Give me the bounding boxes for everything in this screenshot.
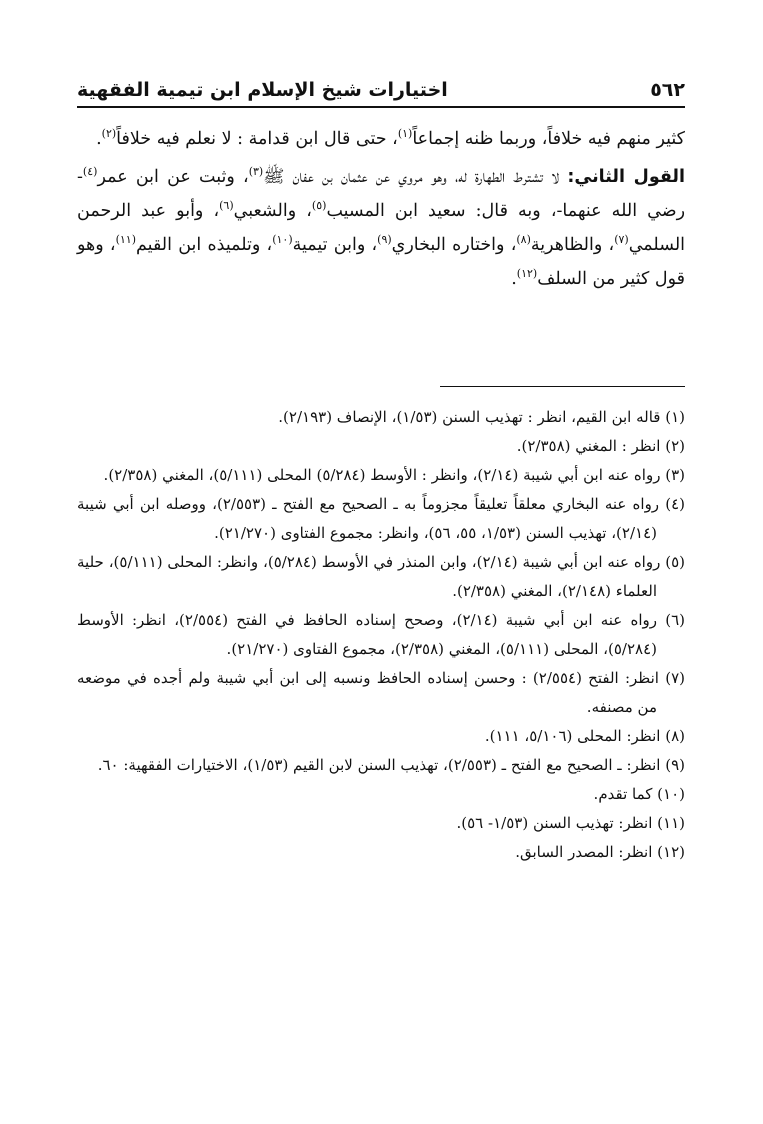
footnote-11: (١١) انظر: تهذيب السنن (١/٥٣- ٥٦). xyxy=(456,814,685,832)
footnote-marker: (٨) xyxy=(516,233,531,247)
footnote-separator xyxy=(440,386,685,387)
footnote-8: (٨) انظر: المحلى (٥/١٠٦، ١١١). xyxy=(484,727,685,745)
footnote-marker: (٦) xyxy=(219,199,234,213)
paragraph-1: كثير منهم فيه خلافاً، وربما ظنه إجماعاً$^{(١)}$، حتى قال ابن قدامة : لا نعلم فيه خلافاً$^{(٢)}$. xyxy=(96,127,685,149)
book-title: اختيارات شيخ الإسلام ابن تيمية الفقهية xyxy=(77,79,448,101)
footnote-marker: (٥) xyxy=(311,199,327,213)
footnote-3: (٣) رواه عنه ابن أبي شيبة (٢/١٤)، وانظر : الأوسط (٥/٢٨٤) المحلى (٥/١١١)، المغني (٢/٣٥٨). xyxy=(103,466,685,484)
paragraph-2: القول الثاني: لا تشترط الطهارة له، وهو مروي عن عثمان بن عفان ﷺ$^{(٣)}$، وثبت عن ابن عمر$^{(٤)}$- رضي الله عنهما-، وبه قال: سعيد ابن المسيب$^{(٥)}$، والشعبي$^{(٦)}$، وأبو عبد الرحمن السلمي$^{(٧)}$، والظاهرية$^{(٨)}$، واختاره البخاري$^{(٩)}$، وابن تيمية$^{(١٠)}$، وتلميذه ابن القيم$^{(١١)}$، وهو قول كثير من السلف$^{(١٢)}$. xyxy=(77,165,686,289)
footnote-marker: (٩) xyxy=(377,233,392,247)
footnote-5: (٥) رواه عنه ابن أبي شيبة (٢/١٤)، وابن المنذر في الأوسط (٥/٢٨٤)، وانظر: المحلى (٥/١١١)، حلية العلماء (٢/١٤٨)، المغني (٢/٣٥٨). xyxy=(77,553,685,600)
footnotes xyxy=(77,403,685,867)
page-number: ٥٦٢ xyxy=(650,79,685,101)
footnote-marker: (١٠) xyxy=(272,233,293,247)
footnote-marker: (٤) xyxy=(82,165,98,179)
footnote-marker: (٣) xyxy=(248,165,264,179)
running-header xyxy=(77,74,685,106)
second-opinion-heading: القول الثاني: xyxy=(567,167,685,187)
header-rule xyxy=(77,106,685,108)
footnote-4: (٤) رواه عنه البخاري معلقاً تعليقاً مجزوماً به ـ الصحيح مع الفتح ـ (٢/٥٥٣)، ووصله ابن أبي شيبة (٢/١٤)، تهذيب السنن (١/٥٣، ٥٥، ٥٦)، وانظر: مجموع الفتاوى (٢١/٢٧٠). xyxy=(77,495,685,542)
footnote-marker: (١) xyxy=(397,127,413,141)
footnote-10: (١٠) كما تقدم. xyxy=(593,785,685,803)
footnote-7: (٧) انظر: الفتح (٢/٥٥٤) : وحسن إسناده الحافظ ونسبه إلى ابن أبي شيبة ولم أجده في موضعه من مصنفه. xyxy=(77,669,685,716)
footnote-12: (١٢) انظر: المصدر السابق. xyxy=(515,843,685,861)
footnote-marker: (٧) xyxy=(614,233,629,247)
footnote-marker: (١١) xyxy=(115,233,137,247)
footnote-9: (٩) انظر: ـ الصحيح مع الفتح ـ (٢/٥٥٣)، تهذيب السنن لابن القيم (١/٥٣)، الاختيارات الفقهية: ٦٠. xyxy=(97,756,685,774)
footnote-marker: (١٢) xyxy=(516,267,538,281)
main-text xyxy=(77,122,685,296)
footnote-6: (٦) رواه عنه ابن أبي شيبة (٢/١٤)، وصحح إسناده الحافظ في الفتح (٢/٥٥٤)، انظر: الأوسط (٥/٢٨٤)، المحلى (٥/١١١)، المغني (٢/٣٥٨)، مجموع الفتاوى (٢١/٢٧٠). xyxy=(77,611,685,658)
footnote-1: (١) قاله ابن القيم، انظر : تهذيب السنن (١/٥٣)، الإنصاف (٢/١٩٣). xyxy=(278,408,685,426)
footnote-marker: (٢) xyxy=(101,127,117,141)
footnote-2: (٢) انظر : المغني (٢/٣٥٨). xyxy=(516,437,685,455)
